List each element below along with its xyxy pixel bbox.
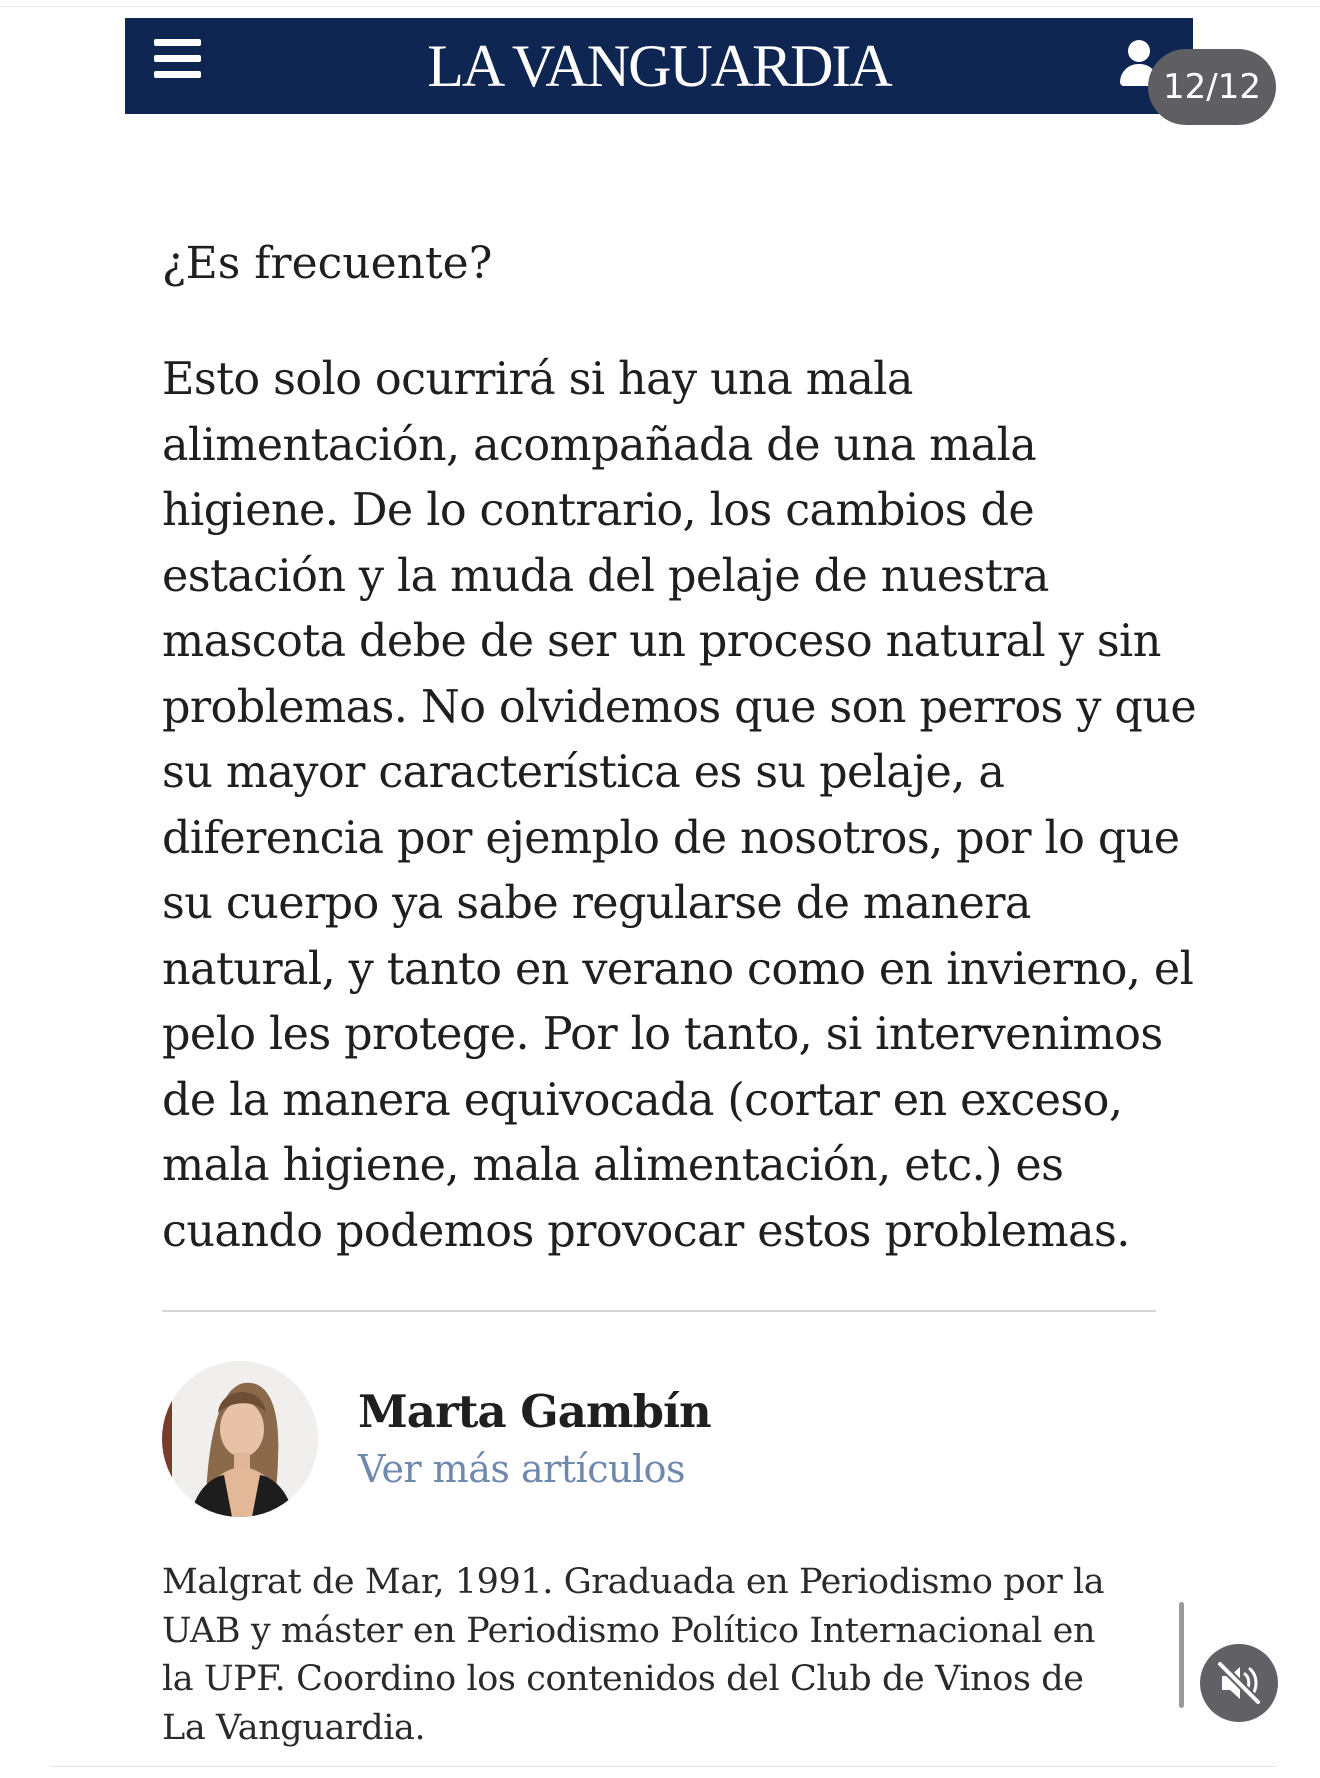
paragraph-line: pelo les protege. Por lo tanto, si intervenimos bbox=[162, 1009, 1163, 1060]
top-divider bbox=[0, 6, 1320, 7]
paragraph-line: problemas. No olvidemos que son perros y que bbox=[162, 681, 1197, 733]
more-articles-link[interactable]: Ver más artículos bbox=[358, 1447, 685, 1491]
muted-speaker-icon bbox=[1200, 1644, 1278, 1722]
site-header bbox=[125, 18, 1193, 114]
bio-line: UAB y máster en Periodismo Político Internacional en bbox=[162, 1610, 1096, 1651]
paragraph-line: su mayor característica es su pelaje, a bbox=[162, 747, 1005, 798]
site-logo[interactable]: LA VANGUARDIA bbox=[427, 33, 891, 99]
paragraph-line: Esto solo ocurrirá si hay una mala bbox=[162, 354, 913, 405]
bio-line: La Vanguardia. bbox=[162, 1707, 426, 1748]
paragraph-line: su cuerpo ya sabe regularse de manera bbox=[162, 878, 1031, 929]
scroll-indicator[interactable] bbox=[1179, 1602, 1184, 1708]
article-paragraph bbox=[162, 347, 1202, 1264]
paragraph-line: estación y la muda del pelaje de nuestra bbox=[162, 550, 1049, 602]
author-name[interactable]: Marta Gambín bbox=[358, 1385, 711, 1438]
article-divider bbox=[162, 1310, 1156, 1312]
paragraph-line: de la manera equivocada (cortar en exceso, bbox=[162, 1074, 1123, 1126]
paragraph-line: mascota debe de ser un proceso natural y sin bbox=[162, 616, 1161, 667]
paragraph-line: diferencia por ejemplo de nosotros, por lo que bbox=[162, 812, 1180, 864]
section-heading: ¿Es frecuente? bbox=[162, 238, 493, 289]
paragraph-line: mala higiene, mala alimentación, etc.) es bbox=[162, 1140, 1064, 1191]
bottom-divider bbox=[50, 1766, 1276, 1767]
paragraph-line: alimentación, acompañada de una mala bbox=[162, 419, 1037, 471]
author-bio bbox=[162, 1558, 1172, 1752]
paragraph-line: natural, y tanto en verano como en invierno, el bbox=[162, 943, 1194, 995]
bio-line: Malgrat de Mar, 1991. Graduada en Periodismo por la bbox=[162, 1562, 1105, 1602]
paragraph-line: higiene. De lo contrario, los cambios de bbox=[162, 485, 1035, 536]
mute-button[interactable] bbox=[1200, 1644, 1278, 1722]
page-counter-badge: 12/12 bbox=[1148, 49, 1276, 125]
author-avatar[interactable] bbox=[162, 1361, 318, 1517]
author-photo bbox=[162, 1361, 318, 1517]
bio-line: la UPF. Coordino los contenidos del Club de Vinos de bbox=[162, 1659, 1084, 1699]
paragraph-line: cuando podemos provocar estos problemas. bbox=[162, 1205, 1130, 1257]
